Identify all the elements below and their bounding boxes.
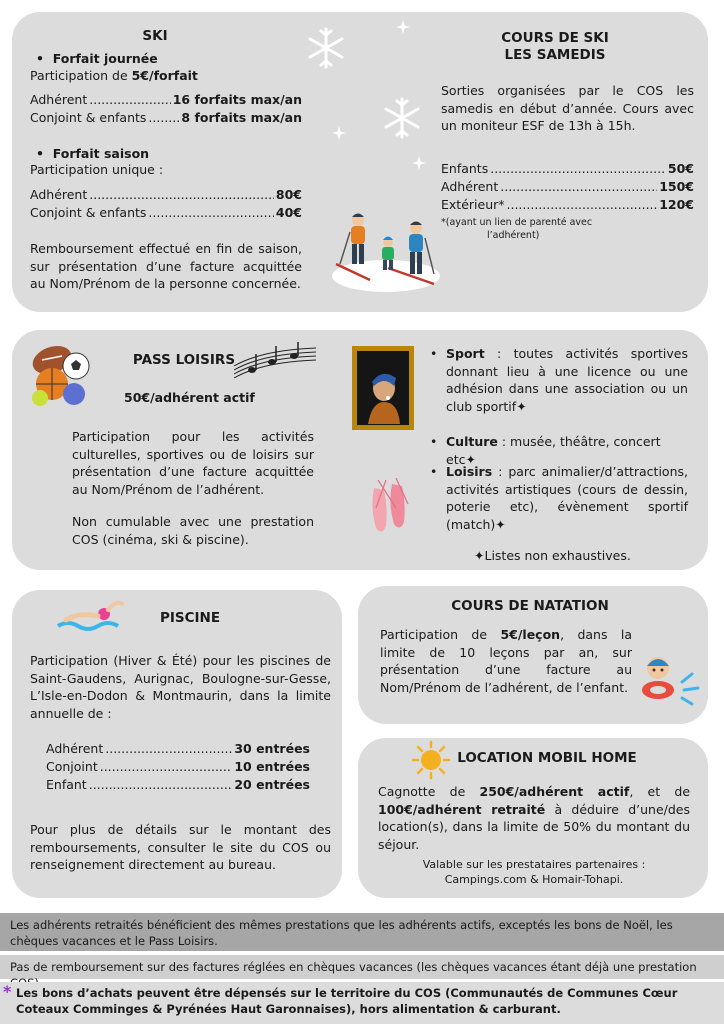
- child-swimmer-icon: [636, 652, 702, 706]
- pass-subtitle: 50€/adhérent actif: [124, 390, 255, 405]
- ski-remboursement: Remboursement effectué en fin de saison, sur présentation d’une facture acquittée au Nom/Prénom de la personne concernée.: [30, 241, 302, 291]
- cours-ski-rows: [441, 160, 694, 214]
- footer-bons: [0, 982, 724, 1024]
- cours-ski-text: Sorties organisées par le COS les samedis en début d’année. Cours avec un moniteur ESF de 13h à 15h.: [441, 83, 694, 133]
- mobil-valable-line2: Campings.com & Homair-Tohapi.: [444, 873, 624, 886]
- mobil-text: Cagnotte de 250€/adhérent actif, et de 100€/adhérent retraité à déduire d’une/des location(s), dans la limite de 50% du montant du séjour.: [378, 784, 691, 852]
- pass-loisirs-label: Loisirs: [446, 464, 493, 479]
- cours-ski-row: Enfants ..... 50€: [441, 160, 694, 178]
- natation-text: Participation de 5€/leçon, dans la limite de 10 leçons par an, sur présentation d’une facture au Nom/Prénom de l’adhérent, de l’enfant.: [380, 627, 632, 695]
- footer-retraites: Les adhérents retraités bénéficient des mêmes prestations que les adhérents actifs, exceptés les bons de Noël, les chèques vacances et le Pass Loisirs.: [0, 913, 724, 951]
- snowflake-icon: [304, 26, 348, 70]
- pass-sport-text: : toutes activités sportives donnant lieu à une licence ou une adhésion dans une association ou un club sportif: [446, 346, 688, 414]
- swimmer-icon: [56, 598, 126, 634]
- piscine-details: Pour plus de détails sur le montant des remboursements, consulter le site du COS ou renseignement directement au bureau.: [30, 822, 331, 872]
- piscine-text: Participation (Hiver & Été) pour les piscines de Saint-Gaudens, Aurignac, Boulogne-sur-Gesse, L’Isle-en-Dodon & Montmaurin, dans la limite annuelle de :: [30, 653, 331, 721]
- ski-journee-participation: Participation de 5€/forfait: [30, 68, 198, 83]
- pass-para2: Non cumulable avec une prestation COS (cinéma, ski & piscine).: [72, 514, 314, 547]
- pass-culture-text: : musée, théâtre, concert etc: [446, 434, 661, 467]
- ski-saison-rows: [30, 186, 302, 222]
- music-notes-icon: [232, 340, 318, 384]
- footer-cheques: Pas de remboursement sur des factures réglées en chèques vacances (les chèques vacances étant déjà une prestation: [0, 955, 724, 979]
- sports-balls-icon: [28, 340, 94, 408]
- pass-sport-label: Sport: [446, 346, 485, 361]
- pass-title: PASS LOISIRS: [132, 352, 236, 368]
- piscine-rows: [46, 740, 310, 794]
- ski-journee-row: Adhérent ..... 16 forfaits max/an: [30, 91, 302, 109]
- pass-listes: ✦Listes non exhaustives.: [474, 548, 631, 563]
- ski-saison-row: Conjoint & enfants ..... 40€: [30, 204, 302, 222]
- snowflake-icon: [380, 96, 424, 140]
- cours-ski-title: [480, 30, 630, 64]
- painting-icon: [352, 346, 414, 430]
- cours-ski-row: Extérieur* ..... 120€: [441, 196, 694, 214]
- pass-culture: • Culture : musée, théâtre, concert etc✦: [430, 434, 661, 467]
- cours-ski-note-line2: l’adhérent): [487, 230, 540, 241]
- ski-journee-title: • Forfait journée: [36, 51, 158, 66]
- ski-journee-rows: [30, 91, 302, 127]
- cours-ski-note: [441, 216, 592, 242]
- ballet-shoes-icon: [366, 478, 416, 536]
- sun-icon: [410, 740, 452, 780]
- cours-ski-title-line1: COURS DE SKI: [501, 30, 609, 46]
- ski-title: SKI: [142, 28, 168, 44]
- footer-star: *: [3, 982, 12, 1001]
- pass-sport: • Sport : toutes activités sportives donnant lieu à une licence ou une adhésion dans une association ou un club sportif✦: [430, 346, 688, 414]
- mobil-valable: [378, 857, 690, 887]
- piscine-row: Conjoint ..... 10 entrées: [46, 758, 310, 776]
- ski-journee-row: Conjoint & enfants ..... 8 forfaits max/an: [30, 109, 302, 127]
- cours-ski-row: Adhérent ..... 150€: [441, 178, 694, 196]
- mobil-valable-line1: Valable sur les prestataires partenaires :: [422, 858, 646, 871]
- ski-saison-row: Adhérent ..... 80€: [30, 186, 302, 204]
- mobil-title: LOCATION MOBIL HOME: [457, 750, 637, 766]
- skiers-illustration: [330, 208, 442, 296]
- ski-saison-title: • Forfait saison: [36, 146, 150, 161]
- sparkle-icon: [396, 20, 410, 34]
- piscine-title: PISCINE: [159, 610, 221, 626]
- pass-para1: Participation pour les activités culturelles, sportives ou de loisirs sur présentation d’une facture acquittée au Nom/Prénom de l’adhérent.: [72, 429, 314, 497]
- natation-title: COURS DE NATATION: [451, 598, 609, 614]
- sparkle-icon: [412, 156, 426, 170]
- ski-saison-participation: Participation unique :: [30, 162, 164, 177]
- sparkle-icon: [332, 126, 346, 140]
- pass-culture-label: Culture: [446, 434, 498, 449]
- piscine-row: Adhérent ..... 30 entrées: [46, 740, 310, 758]
- cours-ski-note-line1: *(ayant un lien de parenté avec: [441, 217, 593, 228]
- pass-loisirs: • Loisirs : parc animalier/d’attractions, activités artistiques (cours de dessin, poterie etc), évènement sportif (match)✦: [430, 464, 688, 532]
- footer-bons-text: Les bons d’achats peuvent être dépensés sur le territoire du COS (Communautés de Communes Cœur Coteaux Comminges & Pyrénées Haut Garonnaises), hors alimentation & carburant.: [16, 986, 678, 1016]
- cours-ski-title-line2: LES SAMEDIS: [504, 47, 606, 63]
- pass-loisirs-text: : parc animalier/d’attractions, activités artistiques (cours de dessin, poterie etc), évènement sportif (match): [446, 464, 688, 532]
- piscine-row: Enfant ..... 20 entrées: [46, 776, 310, 794]
